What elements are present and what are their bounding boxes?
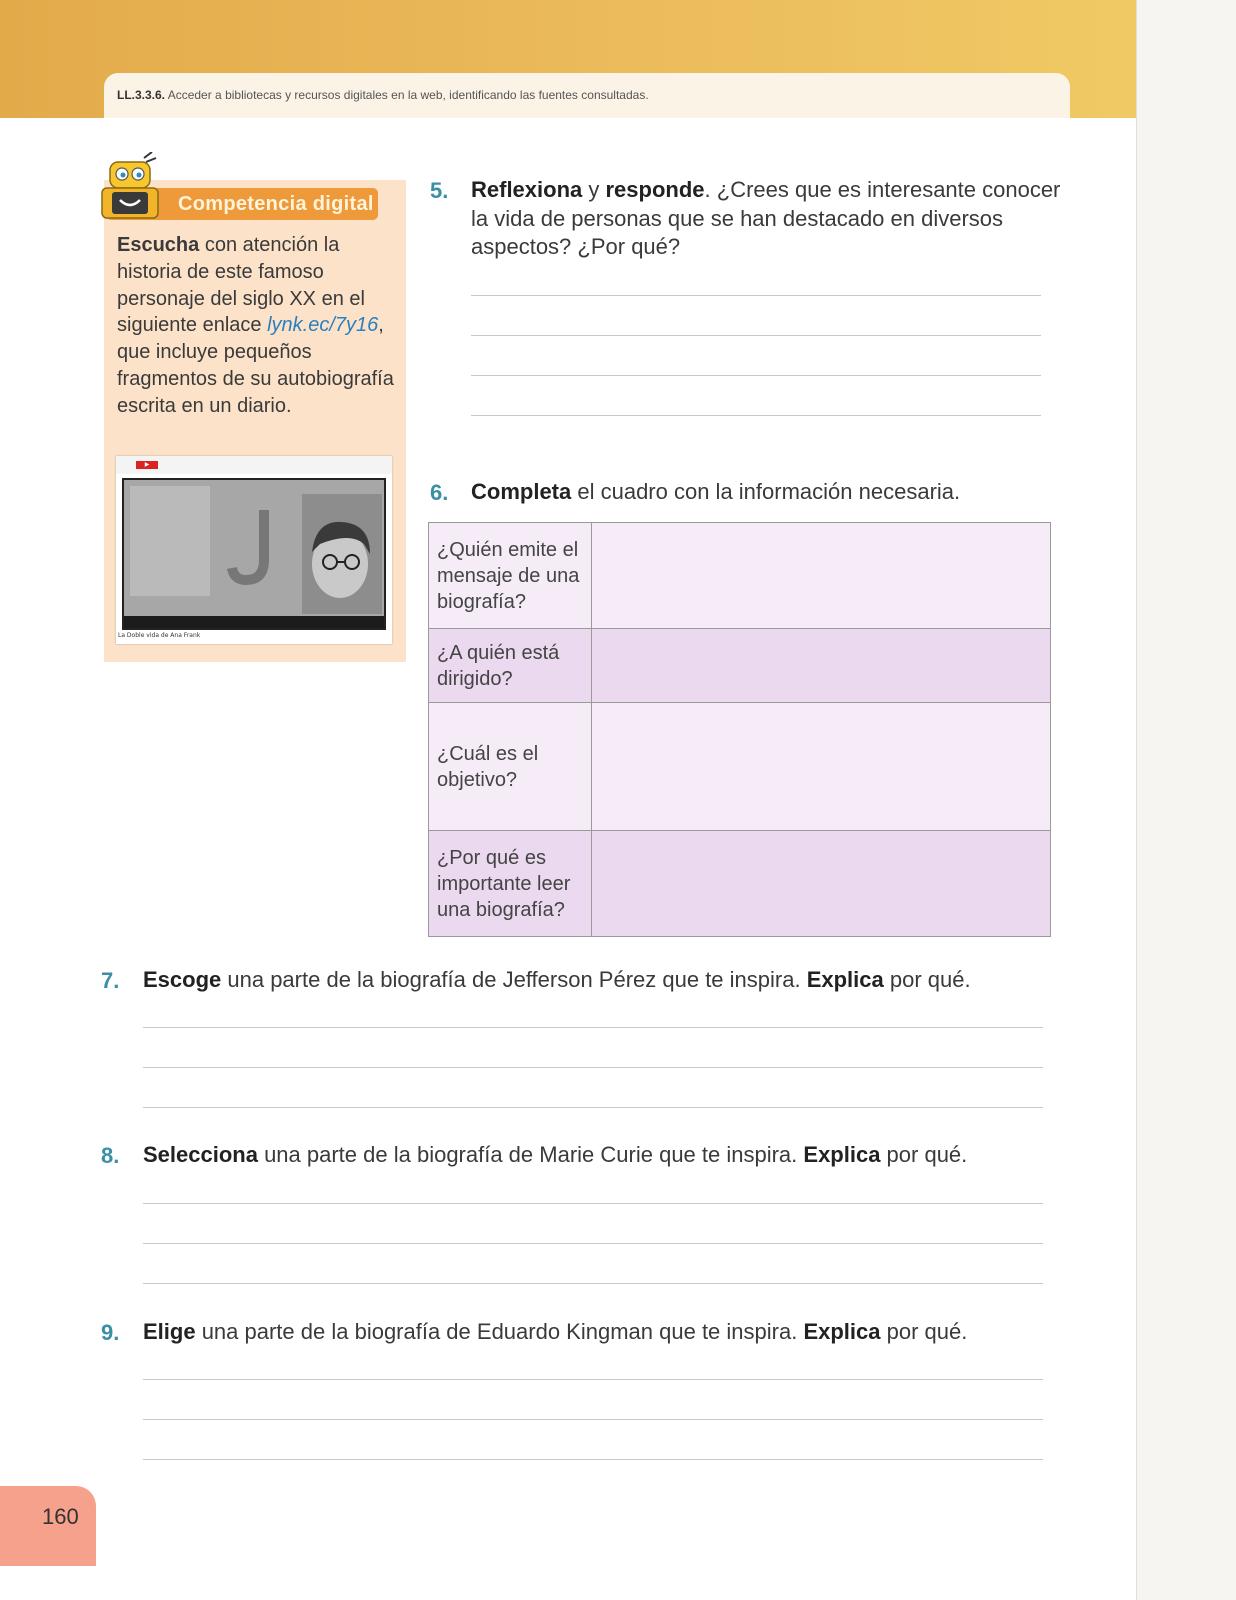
q8-answer-line[interactable] — [143, 1243, 1043, 1244]
q5-answer-line[interactable] — [471, 375, 1041, 376]
table-answer-cell[interactable] — [592, 831, 1051, 937]
digital-competence-text — [117, 232, 402, 420]
q8-verb: Selecciona — [143, 1142, 258, 1167]
q5-prompt: . ¿Crees que es interesante conocer la vida de personas que se han destacado en diversos aspectos? ¿Por qué? — [471, 177, 1061, 259]
question-7-number: 7. — [101, 968, 120, 993]
video-browser-bar — [116, 456, 392, 474]
q7-prompt: una parte de la biografía de Jefferson Pérez que te inspira. — [221, 967, 807, 992]
q9-verb2: Explica — [803, 1319, 881, 1344]
q7-prompt-end: por qué. — [883, 967, 971, 992]
q9-answer-line[interactable] — [143, 1419, 1043, 1420]
table-row — [429, 523, 1051, 629]
q8-answer-line[interactable] — [143, 1283, 1043, 1284]
q6-verb: Completa — [471, 479, 572, 504]
table-answer-cell[interactable] — [592, 523, 1051, 629]
q7-answer-line[interactable] — [143, 1027, 1043, 1028]
resource-link[interactable]: lynk.ec/7y16 — [267, 314, 379, 337]
q9-answer-line[interactable] — [143, 1459, 1043, 1460]
sidebar-text-part1: con atención la historia de este famoso personaje del siglo XX en el siguiente enlace — [117, 234, 365, 337]
sidebar-text-part2: , que incluye pequeños fragmentos de su autobiografía escrita en un diario. — [117, 314, 394, 417]
video-caption: La Doble vida de Ana Frank — [118, 632, 201, 639]
video-still-image — [124, 480, 384, 628]
page-number-tab — [0, 1486, 96, 1566]
q9-prompt: una parte de la biografía de Eduardo Kingman que te inspira. — [195, 1319, 804, 1344]
q9-answer-line[interactable] — [143, 1379, 1043, 1380]
youtube-logo-icon: ▶ — [136, 461, 158, 469]
table-answer-cell[interactable] — [592, 629, 1051, 703]
table-row — [429, 831, 1051, 937]
q7-answer-line[interactable] — [143, 1107, 1043, 1108]
q5-answer-line[interactable] — [471, 335, 1041, 336]
question-8-number: 8. — [101, 1143, 120, 1168]
video-thumbnail[interactable] — [116, 456, 392, 644]
q7-verb: Escoge — [143, 967, 222, 992]
q7-answer-line[interactable] — [143, 1067, 1043, 1068]
question-7-text — [143, 966, 1063, 995]
question-5-text — [471, 176, 1061, 262]
q8-prompt-end: por qué. — [880, 1142, 968, 1167]
q5-verb1: Reflexiona — [471, 177, 583, 202]
video-controls[interactable] — [124, 616, 384, 628]
q8-prompt: una parte de la biografía de Marie Curie que te inspira. — [257, 1142, 804, 1167]
question-9-number: 9. — [101, 1320, 120, 1345]
q6-prompt: el cuadro con la información necesaria. — [571, 479, 961, 504]
video-frame[interactable] — [122, 478, 386, 630]
table-question-cell: ¿Por qué es importante leer una biografía? — [429, 831, 592, 937]
q7-verb2: Explica — [806, 967, 884, 992]
q9-prompt-end: por qué. — [880, 1319, 968, 1344]
question-8-text — [143, 1141, 1063, 1170]
q8-answer-line[interactable] — [143, 1203, 1043, 1204]
q9-verb: Elige — [143, 1319, 196, 1344]
skill-description: Acceder a bibliotecas y recursos digitales en la web, identificando las fuentes consultadas. — [167, 88, 649, 102]
page-number: 160 — [42, 1504, 79, 1529]
question-6-number: 6. — [430, 480, 449, 505]
table-question-cell: ¿A quién está dirigido? — [429, 629, 592, 703]
q5-answer-line[interactable] — [471, 295, 1041, 296]
q5-connector: y — [582, 177, 606, 202]
question-5-number: 5. — [430, 178, 449, 203]
skill-criterion-bar — [104, 73, 1070, 118]
q5-verb2: responde — [605, 177, 705, 202]
digital-competence-title: Competencia digital — [178, 193, 374, 215]
table-answer-cell[interactable] — [592, 703, 1051, 831]
q8-verb2: Explica — [803, 1142, 881, 1167]
computer-mascot-icon — [100, 152, 164, 224]
sidebar-verb: Escucha — [117, 234, 200, 256]
biography-info-table — [428, 522, 1051, 937]
table-row — [429, 703, 1051, 831]
table-question-cell: ¿Cuál es el objetivo? — [429, 703, 592, 831]
skill-code: LL.3.3.6. — [117, 88, 166, 102]
q5-answer-line[interactable] — [471, 415, 1041, 416]
table-question-cell: ¿Quién emite el mensaje de una biografía? — [429, 523, 592, 629]
table-row — [429, 629, 1051, 703]
question-6-text — [471, 478, 1061, 507]
question-9-text — [143, 1318, 1063, 1347]
